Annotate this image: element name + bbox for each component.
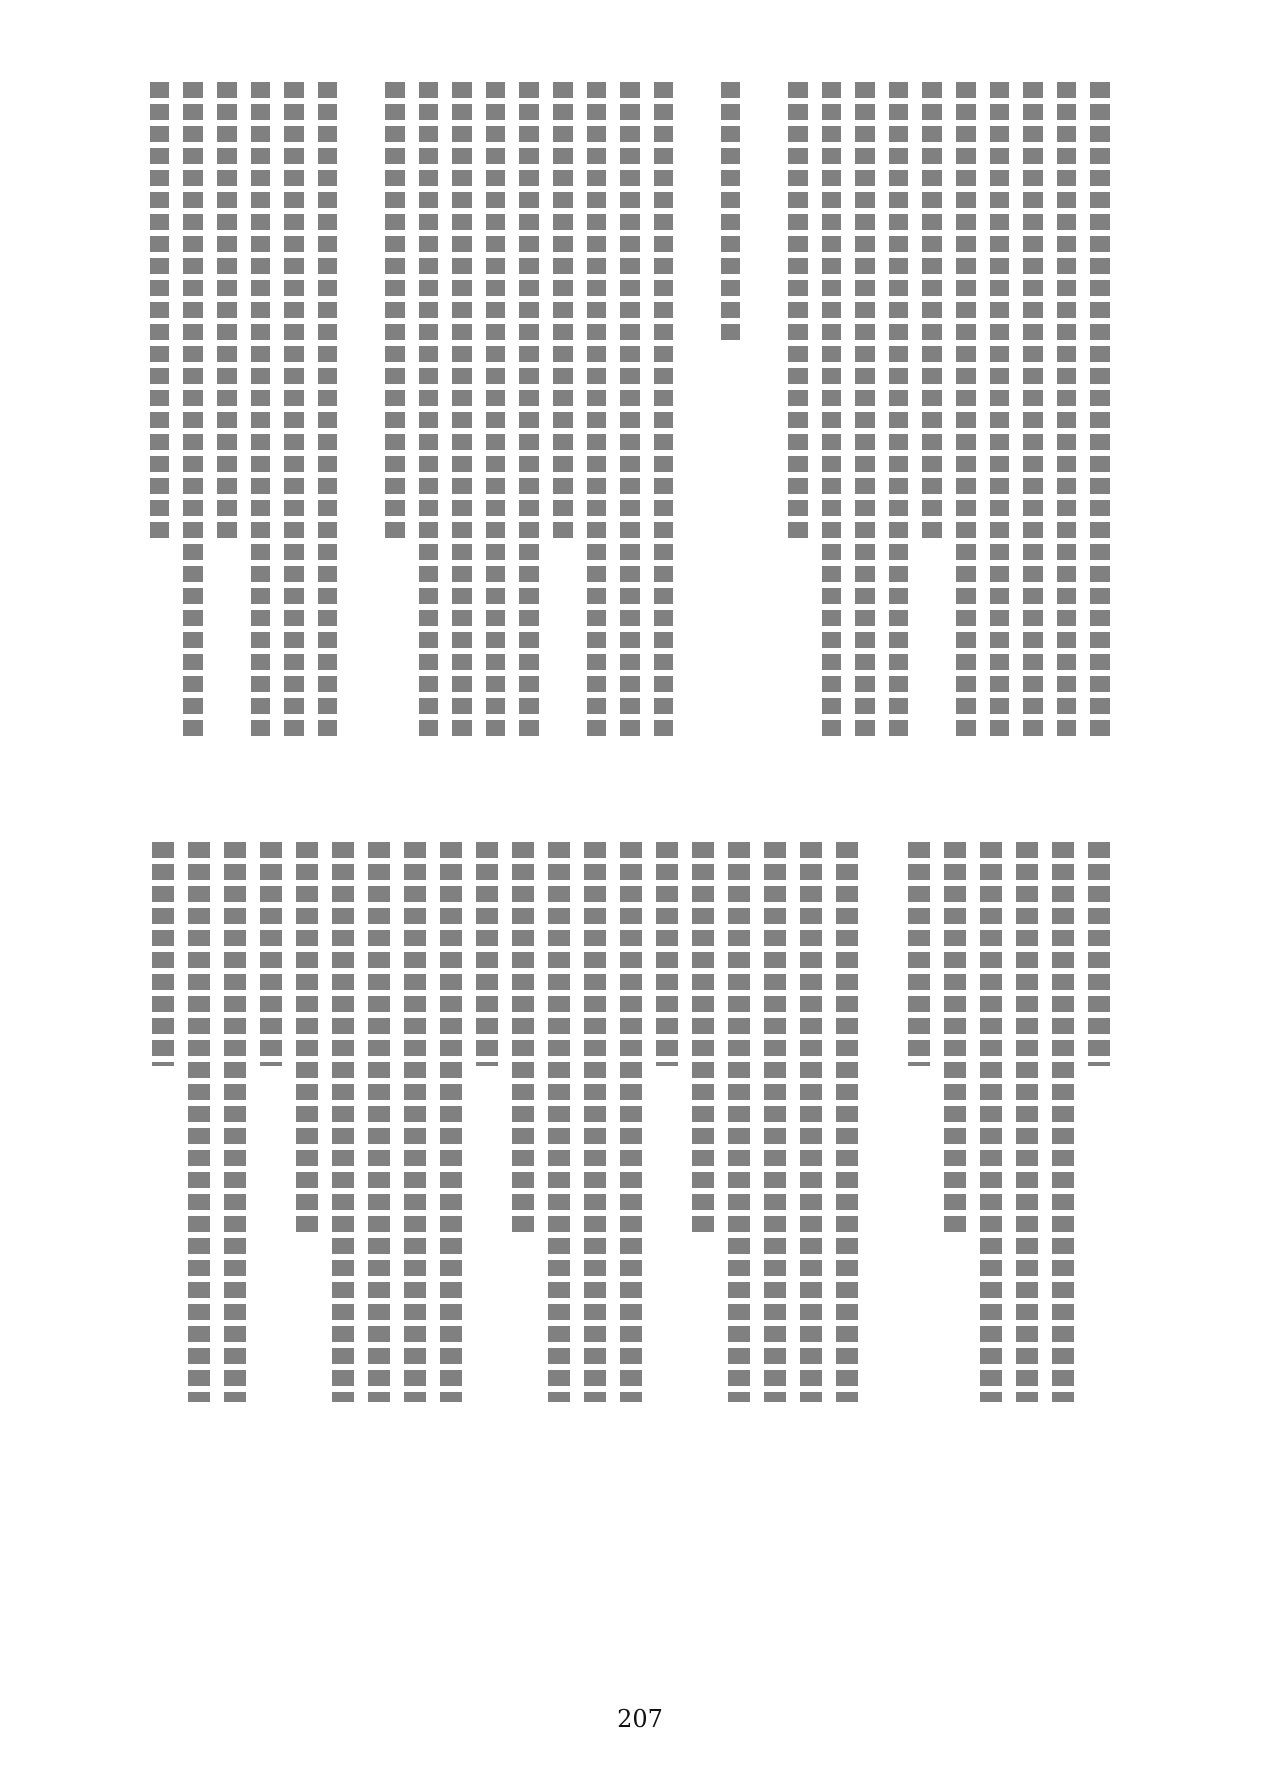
text-line [620, 82, 640, 742]
text-line [318, 82, 338, 742]
text-line [728, 842, 750, 1402]
text-line [822, 82, 842, 742]
text-line [188, 842, 210, 1402]
text-line [1016, 842, 1038, 1402]
text-line [872, 842, 894, 1402]
upper-text-block [150, 82, 1110, 742]
text-line [284, 82, 304, 742]
text-line [620, 842, 642, 1402]
text-line [296, 842, 318, 1234]
text-line [908, 842, 930, 1066]
text-line [224, 842, 246, 1402]
text-line [855, 82, 875, 742]
text-line [656, 842, 678, 1066]
text-line [1023, 82, 1043, 742]
text-line [351, 82, 371, 742]
text-line [1057, 82, 1077, 742]
text-line [788, 82, 808, 544]
text-line [754, 82, 774, 742]
text-line [452, 82, 472, 742]
text-line [251, 82, 271, 742]
text-line [1088, 842, 1110, 1066]
text-line [440, 842, 462, 1402]
text-line [764, 842, 786, 1402]
page-number: 207 [617, 1705, 663, 1733]
text-line [419, 82, 439, 742]
text-line [476, 842, 498, 1066]
text-line [654, 82, 674, 742]
text-line [553, 82, 573, 544]
text-line [183, 82, 203, 742]
text-line [332, 842, 354, 1402]
text-line [1090, 82, 1110, 742]
text-line [692, 842, 714, 1234]
text-line [260, 842, 282, 1066]
text-line [1052, 842, 1074, 1402]
text-line [152, 842, 174, 1066]
text-line [217, 82, 237, 544]
text-line [486, 82, 506, 742]
text-line [990, 82, 1010, 742]
text-line [922, 82, 942, 544]
text-line [519, 82, 539, 742]
text-line [687, 82, 707, 742]
text-line [721, 82, 741, 346]
text-line [836, 842, 858, 1402]
text-line [385, 82, 405, 544]
text-line [150, 82, 170, 544]
text-line [800, 842, 822, 1402]
text-line [584, 842, 606, 1402]
lower-text-block [150, 842, 1110, 1402]
text-line [587, 82, 607, 742]
text-line [512, 842, 534, 1234]
text-line [368, 842, 390, 1402]
text-line [548, 842, 570, 1402]
text-line [944, 842, 966, 1234]
text-line [980, 842, 1002, 1402]
text-line [889, 82, 909, 742]
text-line [404, 842, 426, 1402]
text-line [956, 82, 976, 742]
